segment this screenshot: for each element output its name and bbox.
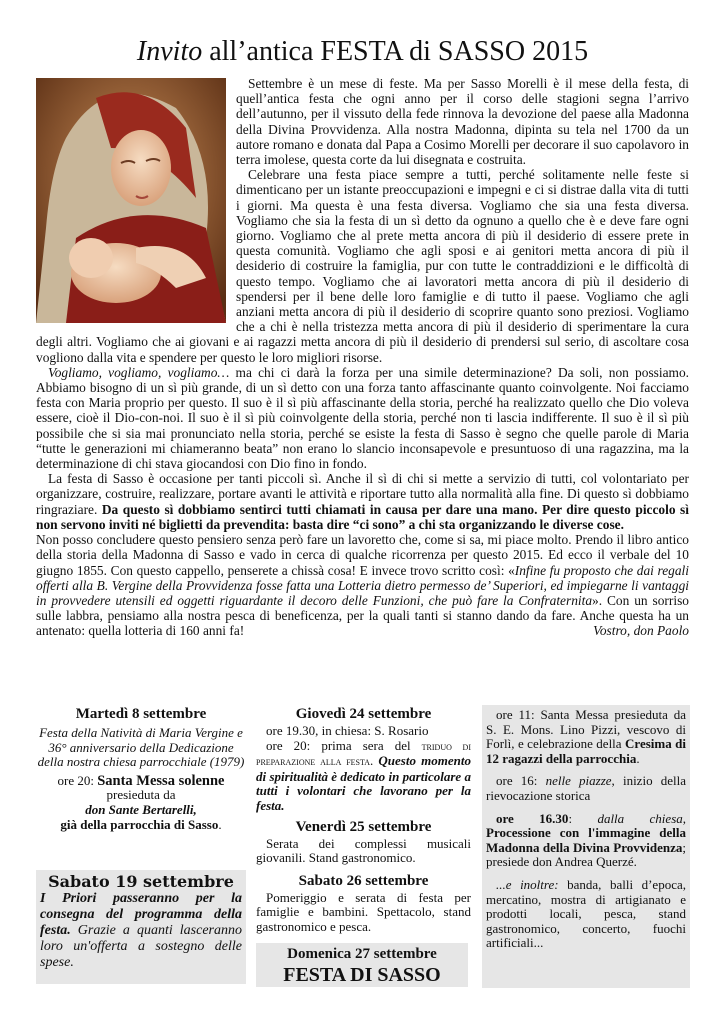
presided-by: presieduta da xyxy=(106,787,176,803)
program-column-3 xyxy=(482,705,690,988)
date-24-september: Giovedì 24 settembre xyxy=(295,706,432,722)
mass-line xyxy=(36,774,246,789)
priori-rest: Grazie a quanti lasceranno loro un'offerta a sostegno delle spese. xyxy=(40,923,242,970)
procession-time: ore 16.30 xyxy=(496,810,569,826)
title-rest: all’antica FESTA di SASSO 2015 xyxy=(209,36,589,67)
triduo-period: . xyxy=(370,753,379,769)
mass-11-time: ore 11: xyxy=(496,707,541,722)
music-evening: Serata dei complessi musicali giovanili. Stand gastronomico. xyxy=(256,835,471,866)
procession-title: Processione con l'immagine della Madonna della Divina Provvidenza xyxy=(486,825,686,855)
date-27-september: Domenica 27 settembre xyxy=(287,946,437,962)
box-19-september xyxy=(36,870,246,984)
reenactment-text: , inizio della rievocazione storica xyxy=(486,773,687,803)
reenactment-place: nelle piazze xyxy=(545,773,612,789)
festa-box xyxy=(256,943,468,987)
reenactment xyxy=(486,774,686,803)
page-title xyxy=(0,36,725,68)
confirmation: Cresima di 12 ragazzi della parrocchia xyxy=(486,736,686,766)
procession xyxy=(486,812,686,870)
paragraph-3-text: ma chi ci darà la forza per una simile determinazione? Da soli, non possiamo. Abbiamo bisogno di un sì più grande, di un sì detto con una forza tanto affascinante quanto coinvolgente. Noi facciamo festa con Maria proprio per questo. Il suo è il sì più affascinante della storia, perché ha realizzato quello che Dio voleva essere, cioè il Dio-con-noi. Il suo è il sì più coinvolgente della storia, perché non ti lascia indifferente. Il suo è il sì più possibile che si sia mai pronunciato nella storia, perché se esiste la festa di Sasso è segno che quelle parole di Maria “tutte le generazioni mi chiameranno beata” non erano lo slancio inconsapevole e presuntuoso di una ragazzina, ma la determinazione di chi stava giocandosi con Dio fino in fondo. xyxy=(36,364,689,472)
priori-text xyxy=(40,891,242,971)
paragraph-1: Settembre è un mese di feste. Ma per Sasso Morelli è il mese della festa, di quell’antica festa che ogni anno per il corso delle stagioni segna l’arrivo dell’autunno, per il vissuto della fede rinnova la devozione del paese alla Madonna della Divina Provvidenza. Alla nostra Madonna, dipinta su tela nel 1700 da un autore romano e donata dal Papa a Cosimo Morelli per decorare il suo capolavoro in terra imolese, questa corte da lui disegnata e costruita. xyxy=(236,76,689,168)
procession-comma: , xyxy=(682,810,686,826)
triduo-line xyxy=(256,739,471,814)
program-column-1 xyxy=(36,705,246,832)
paragraph-5 xyxy=(36,532,689,638)
triduo-time: ore 20: prima sera del xyxy=(266,737,422,753)
also-list: banda, balli d’epoca, mercatino, mostra di artigianato e prodotti locali, pesca, stand gastronomico, concerto, fuochi artificiali... xyxy=(486,876,686,951)
triduo-title: triduo di preparazione alla festa xyxy=(256,740,472,769)
festa-title: FESTA DI SASSO xyxy=(283,964,441,986)
priori-bold: I Priori passeranno per la consegna del programma della festa. xyxy=(40,891,242,938)
date-26-september: Sabato 26 settembre xyxy=(298,872,429,889)
celebrant-role: già della parrocchia di Sasso xyxy=(60,816,219,832)
celebrant-period: . xyxy=(218,816,222,832)
rosary-line: ore 19.30, in chiesa: S. Rosario xyxy=(266,723,429,738)
procession-presider: ; presiede don Andrea Querzé. xyxy=(486,839,686,870)
portrait-spacer xyxy=(36,76,236,326)
date-8-september: Martedì 8 settembre xyxy=(75,706,207,722)
paragraph-4-text: La festa di Sasso è occasione per tanti piccoli sì. Anche il sì di chi si mette a servizio di tutti, col volontariato per organizzare, costruire, realizzare, portare avanti le attività e riportare tutto alla normalità alla fine. Di questo sì dobbiamo ringraziare. xyxy=(36,471,689,517)
also-line xyxy=(486,878,686,951)
procession-colon: : xyxy=(568,810,598,826)
mass-11-text: Santa Messa presieduta da S. E. Mons. Lino Pizzi, vescovo di Forlì, e celebrazione della xyxy=(486,707,687,752)
triduo-volunteers: Questo momento di spiritualità è dedicato in particolare a tutti i volontari che lavorano per la festa. xyxy=(256,753,471,813)
paragraph-5-quote: Infine fu proposto che dai regali offerti alla B. Vergine della Provvidenza fosse fatta una Lotteria dietro permesso de’ Superiori, ed impiegarne li vantaggi in provvedere utensili ed oggetti riguardante il decoro delle Funzioni, che può fare la Confraternita xyxy=(36,562,689,608)
paragraph-5-text: Non posso concludere questo pensiero senza però fare un lavoretto che, come si sa, mi piace molto. Prendo il libro antico della storia della Madonna di Sasso e vado in cerca di qualche ricorrenza per questo 2015. Ed ecco il verbale del 10 giugno 1855. Con questo cappello, penserete a chissà cosa! E invece trovo scritto così: « xyxy=(36,532,689,578)
paragraph-3-italic: Vogliamo, vogliamo, vogliamo… xyxy=(48,364,230,380)
invitation-letter xyxy=(36,76,689,639)
date-19-september: Sabato 19 settembre xyxy=(48,872,234,891)
mass-time: ore 20: xyxy=(57,772,98,788)
paragraph-4-bold: Da questo sì dobbiamo sentirci tutti chiamati in causa per dare una mano. Per dire questo piccolo sì non servono inviti né biglietti da prevendita: basta dire “ci sono” a chi sta organizzando le diverse cose. xyxy=(36,501,689,532)
paragraph-5-end: ». Con un sorriso sulle labbra, pensiamo alla nostra pesca di beneficenza, per la quali tanti si stanno dando da fare. Anche questa ha un antenato: quella lotteria di 160 anni fa! xyxy=(36,592,689,639)
paragraph-4 xyxy=(36,471,689,532)
date-25-september: Venerdì 25 settembre xyxy=(295,818,432,835)
celebrant-role-line xyxy=(36,818,246,833)
celebrant-name: don Sante Bertarelli, xyxy=(85,801,197,817)
reenactment-time: ore 16: xyxy=(496,773,546,789)
nativity-note: Festa della Natività di Maria Vergine e 36° anniversario della Dedicazione della nostra chiesa parrocchiale (1979) xyxy=(37,725,245,770)
paragraph-3 xyxy=(36,365,689,471)
mass-11 xyxy=(486,708,686,766)
procession-place: dalla chiesa xyxy=(597,810,683,826)
paragraph-2: Celebrare una festa piace sempre a tutti, perché solitamente nelle feste si dimenticano per un istante preoccupazioni e impegni e ci si distrae dalla vita di tutti i giorni. Ma questa è una festa diversa. Vogliamo che sia una festa diversa. Vogliamo che sia la festa di un sì detto da ognuno a quello che è e deve fare ogni giorno. Vogliamo che al prete metta ancora di più il desiderio di essere prete in questa comunità. Vogliamo che agli sposi e ai genitori metta ancora di più il desiderio di costruire la famiglia, pur con tutte le contraddizioni e le difficoltà di questo tempo. Vogliamo che ai lavoratori metta ancora di più il desiderio di spendersi per il bene delle loro famiglie e di tutto il paese. Vogliamo che agli anziani metta ancora di più il desiderio di scoprire quanto sono preziosi. Vogliamo che a chi è nella tristezza metta ancora di più il desiderio di sperimentare la cura degli altri. Vogliamo che ai giovani e ai ragazzi metta ancora di più il desiderio di prendersi sul serio, di ascoltare cosa vogliono dalla vita e spendere per questo le loro migliori risorse. xyxy=(36,167,689,365)
family-evening: Pomeriggio e serata di festa per famiglie e bambini. Spettacolo, stand gastronomico e pesca. xyxy=(256,889,471,934)
mass-title: Santa Messa solenne xyxy=(97,772,225,789)
signature: Vostro, don Paolo xyxy=(593,623,689,639)
title-italic: Invito xyxy=(136,36,203,67)
program-column-2 xyxy=(256,705,471,935)
mass-11-period: . xyxy=(636,750,640,766)
also-label: ...e inoltre: xyxy=(496,876,559,892)
